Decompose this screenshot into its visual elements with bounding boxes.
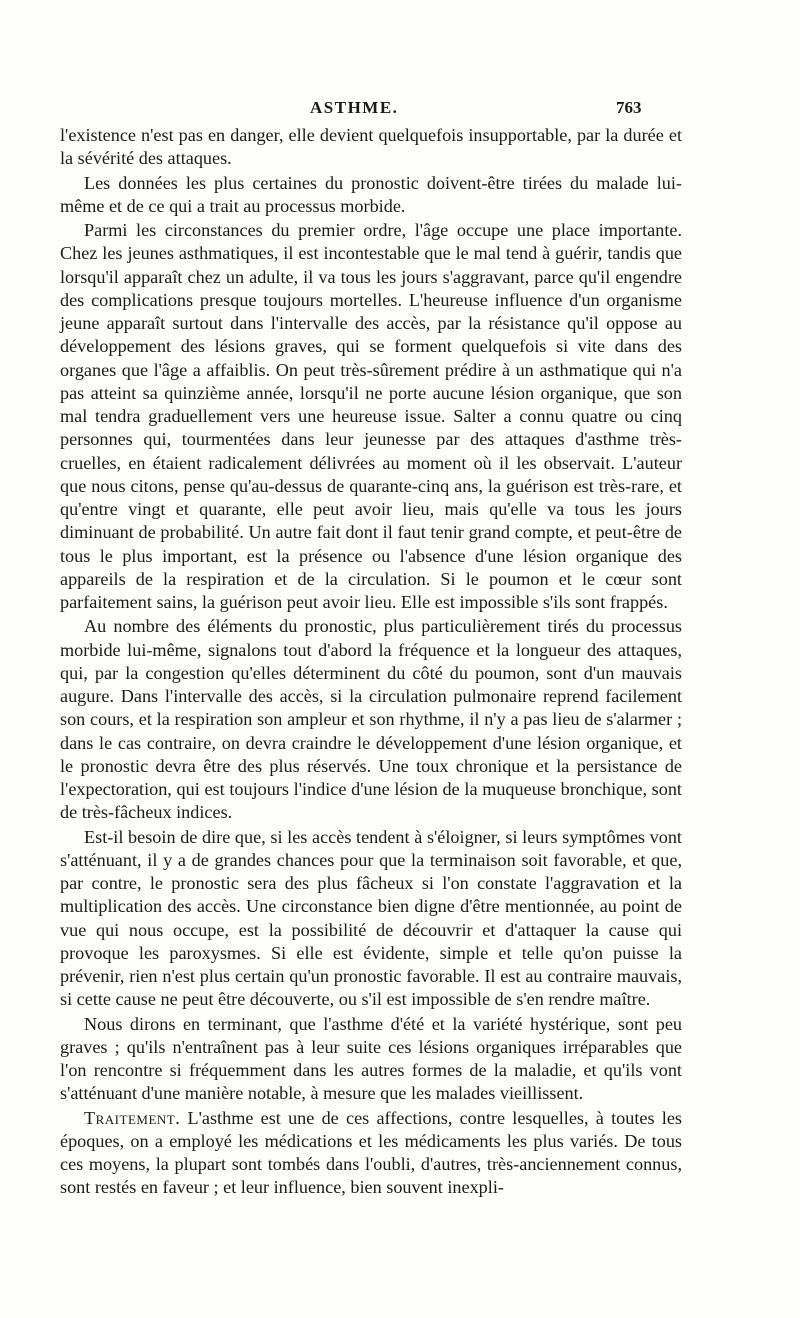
- paragraph-treatment: [60, 1107, 682, 1200]
- running-head-title: ASTHME.: [310, 98, 399, 117]
- treatment-text: L'asthme est une de ces affections, contre lesquelles, à toutes les époques, on a employé les médications et les médicaments les plus variés. De tous ces moyens, la plupart sont tombés dans l'oubli, d'autres, très-anciennement connus, sont restés en faveur ; et leur influence, bien souvent inexpli-: [60, 1107, 682, 1198]
- page-number: 763: [616, 98, 642, 117]
- paragraph-attack-frequency: Est-il besoin de dire que, si les accès tendent à s'éloigner, si leurs symptômes vont s'atténuant, il y a de grandes chances pour que la terminaison soit favorable, et que, par contre, le pronostic sera des plus fâcheux si l'on constate l'aggravation et la multiplication des accès. Une circonstance bien digne d'être mentionnée, au point de vue qui nous occupe, est la possibilité de découvrir et d'attaquer la cause qui provoque les paroxysmes. Si elle est évidente, simple et telle qu'on puisse la prévenir, rien n'est plus certain qu'un pronostic favorable. Il est au contraire mauvais, si cette cause ne peut être découverte, ou s'il est impossible de s'en rendre maître.: [60, 826, 682, 1010]
- treatment-heading: Traitement.: [84, 1107, 181, 1128]
- paragraph-morbid-process: Au nombre des éléments du pronostic, plus particulièrement tirés du processus morbide lui-même, signalons tout d'abord la fréquence et la longueur des attaques, qui, par la congestion qu'elles déterminent du côté du poumon, sont d'un mauvais augure. Dans l'intervalle des accès, si la circulation pulmonaire reprend facilement son cours, et la respiration son ampleur et son rhythme, il n'y a pas lieu de s'alarmer ; dans le cas contraire, on devra craindre le développement d'une lésion organique, et le pronostic devra être des plus réservés. Une toux chronique et la persistance de l'expectoration, qui est toujours l'indice d'une lésion de la muqueuse bronchique, sont de très-fâcheux indices.: [60, 616, 682, 823]
- paragraph-summer-asthma: Nous dirons en terminant, que l'asthme d'été et la variété hystérique, sont peu graves ; qu'ils n'entraînent pas à leur suite ces lésions organiques irréparables que l'on rencontre si fréquemment dans les autres formes de la maladie, et qu'ils vont s'atténuant d'une manière notable, à mesure que les malades vieillissent.: [60, 1013, 682, 1104]
- running-head: [0, 98, 800, 122]
- paragraph-pronostic-data: Les données les plus certaines du pronostic doivent-être tirées du malade lui-même et de ce qui a trait au processus morbide.: [60, 172, 682, 216]
- paragraph-age-circumstances: Parmi les circonstances du premier ordre, l'âge occupe une place importante. Chez les jeunes asthmatiques, il est incontestable que le mal tend à guérir, tandis que lorsqu'il apparaît chez un adulte, il va tous les jours s'aggravant, parce qu'il engendre des complications presque toujours mortelles. L'heureuse influence d'un organisme jeune apparaît surtout dans l'intervalle des accès, par la résistance qu'il oppose au développement des lésions graves, qui se forment quelquefois si vite dans des organes que l'âge a affaiblis. On peut très-sûrement prédire à un asthmatique qui n'a pas atteint sa quinzième année, lorsqu'il ne porte aucune lésion organique, que son mal tendra graduellement vers une heureuse issue. Salter a connu quatre ou cinq personnes qui, tourmentées dans leur jeunesse par des attaques d'asthme très-cruelles, en étaient radicalement délivrées au moment où il les observait. L'auteur que nous citons, pense qu'au-dessus de quarante-cinq ans, la guérison est très-rare, et qu'entre vingt et quarante, elle peut avoir lieu, mais qu'elle va tous les jours diminuant de probabilité. Un autre fait dont il faut tenir grand compte, et peut-être de tous le plus important, est la présence ou l'absence d'une lésion organique des appareils de la respiration et de la circulation. Si le poumon et le cœur sont parfaitement sains, la guérison peut avoir lieu. Elle est impossible s'ils sont frappés.: [60, 220, 682, 612]
- body-text: [60, 124, 682, 1200]
- paragraph-continuation: l'existence n'est pas en danger, elle devient quelquefois insupportable, par la durée et la sévérité des attaques.: [60, 125, 682, 169]
